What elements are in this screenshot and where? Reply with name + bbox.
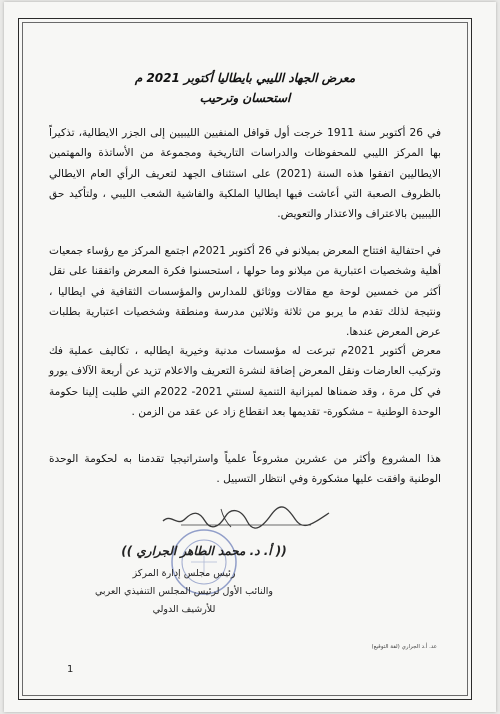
paragraph-3: معرض أكتوبر 2021م تبرعت له مؤسسات مدنية وخيرية ايطاليه ، تكاليف عملية فك وتركيب العارضات ونقل المعرض إضافة لنشرة التعريف والاعلام تزيد عن أربعة الآلاف يورو في كل مرة ، وقد ضمناها لميزانية التنمية لسنتي 2021- 2022م التي طلبت إلينا حكومة الوحدة الوطنية – مشكورة- تقديمها بعد انقطاع زاد عن عقد من الزمن . (49, 345, 442, 418)
paragraph-1: في 26 أكتوبر سنة 1911 خرجت أول قوافل المنفيين الليبيين إلى الجزر الايطالية، تذكيراً بها المركز الليبي للمحفوظات والدراسات التاريخية ومجموعة من الأساتذة والمهتمين الايطاليين اتفقوا هذه السنة (2021) على استئناف الجهد لتعريف الرأي العام الايطالي بالظروف الصعبة التي أعاشت فيها ايطاليا الملكية والفاشية الشعب الليبي ، ولتأكيد حق الليبيين بالاعتراف والاعتذار والتعويض. (49, 127, 442, 221)
document-page (4, 2, 496, 712)
paragraph-2: في احتفالية افتتاح المعرض بميلانو في 26 أكتوبر 2021م اجتمع المركز مع رؤساء جمعيات أهلية وشخصيات اعتبارية من ميلانو وما حولها ، استحسنوا فكرة المعرض واتفقنا على نقل أكثر من خمسين لوحة مع مقالات ووثائق للمدارس والمؤسسات الثقافية في ايطاليا ، ونتيجة لذلك تقدم ما يربو من ثلاثة وثلاثين مدرسة ومنطقة وشخصيات اعتبارية بطلبات عرض المعرض عندها. (49, 245, 441, 339)
paragraph-4: هذا المشروع وأكثر من عشرين مشروعاً علمياً واستراتيجيا تقدمنا به لحكومة الوحدة الوطنية وافقت عليها مشكورة وفي انتظار التسييل . (49, 453, 441, 486)
signature-block (19, 497, 471, 637)
signatory-title-line-2: والنائب الأول لرئيس المجلس التنفيذي العربي (95, 586, 273, 597)
page-number: 1 (67, 664, 74, 675)
page-border-frame (18, 18, 472, 700)
signatory-title-line-3: للأرشيف الدولي (152, 604, 216, 615)
signatory-title-line-1: رئيس مجلس إدارة المركز (132, 568, 236, 579)
footnote: عد. أ.د الجراري (لفة التوقيع) (371, 644, 437, 650)
document-subtitle: استحسان وترحيب (199, 91, 291, 105)
document-title: معرض الجهاد الليبي بايطاليا أكتوبر 2021 م (134, 71, 356, 85)
signatory-name: (( أ. د. محمد الطاهر الجراري )) (121, 544, 287, 558)
